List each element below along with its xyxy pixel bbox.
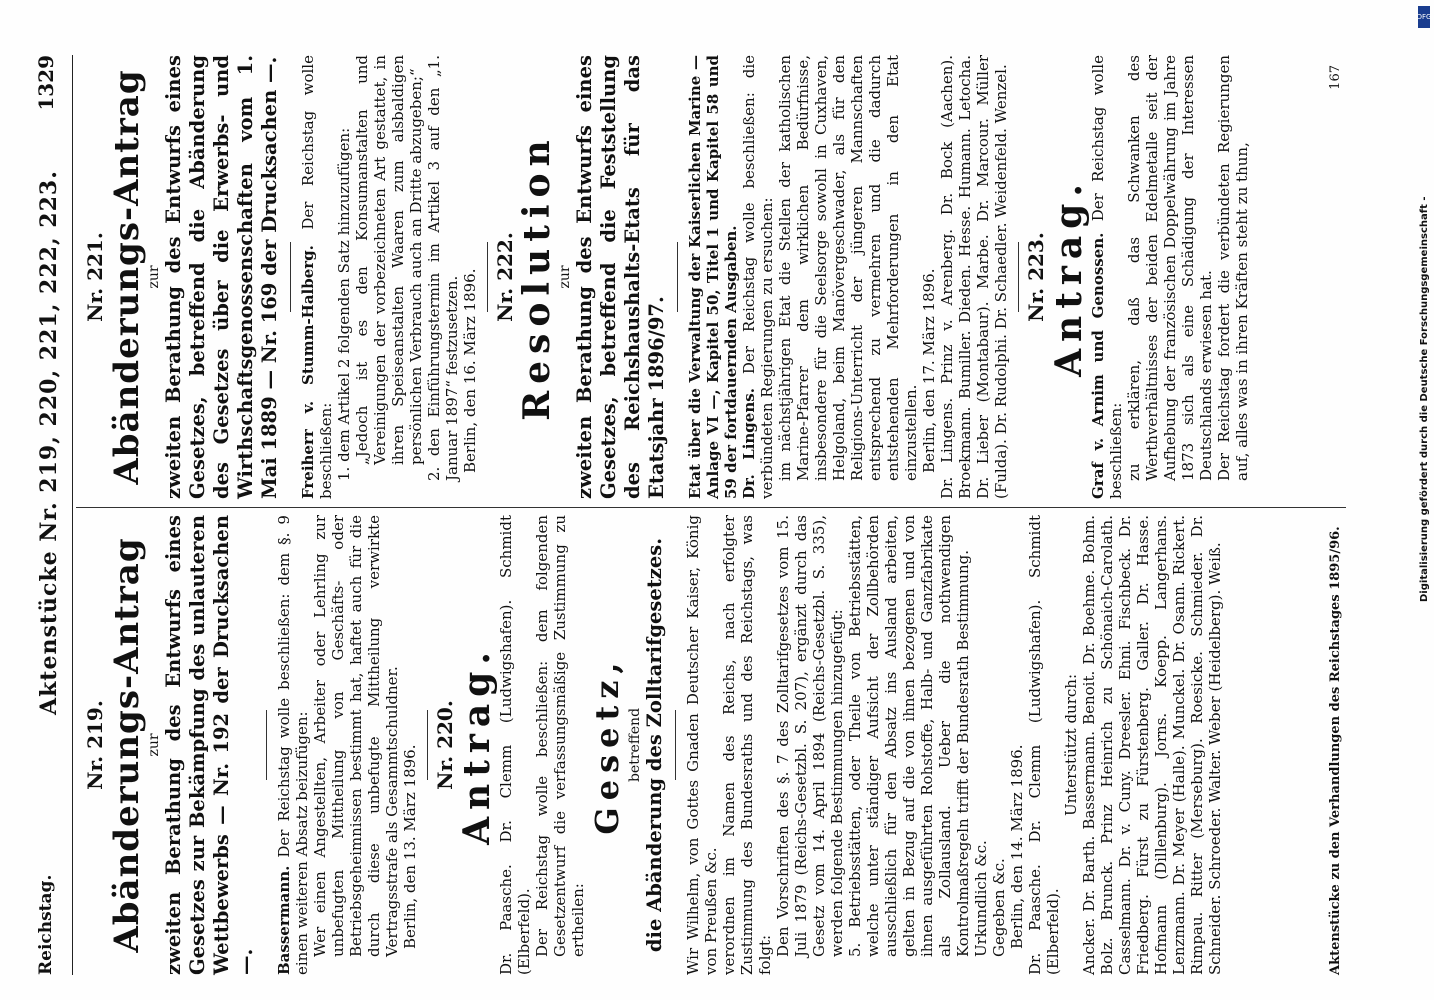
right-column: [80, 55, 1420, 499]
nr219-subject: zweiten Berathung des Entwurfs eines Gesetzes zur Bekämpfung des unlauteren Wettbewerbs — Nr. 192 der Drucksachen —.: [161, 515, 257, 975]
nr221-number: Nr. 221.: [83, 232, 107, 322]
separator: [675, 710, 676, 780]
nr221-mover: Freiherr v. Stumm-Halberg.: [298, 245, 317, 499]
nr223-text: zu erklären, daß das Schwanken des Werthverhältnisses der beiden Edelmetalle seit der Aufhebung der französischen Doppelwährung im Jahre 1873 sich als eine Schädigung der Interessen Deutschlands erwiesen hat.: [1124, 55, 1215, 481]
nr219-number: Nr. 219.: [83, 700, 107, 790]
nr220-movers: Dr. Paasche. Dr. Clemm (Ludwigshafen). Schmidt (Elberfeld).: [497, 515, 533, 975]
separator: [290, 242, 291, 312]
nr222-etat: Etat über die Verwaltung der Kaiserlichen Marine — Anlage VI —, Kapitel 50, Titel 1 und Kapitel 58 und 59 der fortdauernden Ausgaben.: [686, 55, 740, 499]
nr221-zur: zur: [145, 265, 162, 289]
nr219-date: Berlin, den 13. März 1896.: [400, 744, 419, 949]
nr223-intro-text: Der Reichstag wolle beschließen:: [1088, 55, 1125, 499]
nr222-zur: zur: [557, 265, 573, 289]
left-column: [80, 515, 1420, 975]
nr220-body1: Den Vorschriften des §. 7 des Zolltarifgesetzes vom 15. Juli 1879 (Reichs-Gesetzbl. S. 207), ergänzt durch das Gesetz vom 14. April 1894 (Reichs-Gesetzbl. S. 335), werden folgende Bestimmungen hinzugefügt:: [774, 515, 846, 957]
column-divider: [76, 507, 1346, 508]
dfg-logo: DFG: [1418, 6, 1430, 28]
nr220-close2: Gegeben &c.: [990, 858, 1008, 957]
nr222-number: Nr. 222.: [492, 232, 517, 322]
nr220-body2: 5. Betriebsstätten, oder Theile von Betriebsstätten, welche unter ständiger Aufsicht der Zollbehörden ausschließlich für den Absatz ins Ausland arbeiten, gelten in Bezug auf die von ihnen bezogenen und von ihnen ausgeführten Rohstoffe, Halb- und Ganzfabrikate als Zollausland. Ueber die nothwendigen Kontrolmaßregeln trifft der Bundesrath Bestimmung.: [846, 515, 972, 957]
nr219-intro-text: Der Reichstag wolle beschließen: dem §. 9 einen weiteren Absatz beizufügen:: [274, 515, 311, 975]
nr222-text: im nächstjährigen Etat die Stellen der katholischen Marine-Pfarrer dem wirklichen Bedürfnisse, insbesondere für die Seelsorge sowohl in Cuxhaven, Helgoland, beim Manövergeschwader, als für den Religions-Unterricht der jüngeren Mannschaften entsprechend zu vermehren und die dadurch entstehenden Mehrforderungen in den Etat einzustellen.: [776, 55, 920, 481]
nr220-title: Antrag.: [456, 645, 498, 845]
header-left: Reichstag.: [36, 874, 56, 975]
separator: [487, 242, 488, 312]
nr223-number: Nr. 223.: [1024, 232, 1048, 322]
page-number: 1329: [34, 55, 58, 111]
nr221-title: Abänderungs-Antrag: [106, 69, 147, 485]
header-center: Aktenstücke Nr. 219, 220, 221, 222, 223.: [36, 170, 62, 715]
nr220-gesetz: Gesetz,: [588, 655, 626, 835]
nr221-item2: 2. den Einführungstermin im Artikel 3 auf den „1. Januar 1897“ festzusetzen.: [424, 55, 461, 481]
nr223-text2: Der Reichstag fordert die verbündeten Regierungen auf, alles was in ihren Kräften steht zu thun,: [1214, 55, 1251, 481]
nr220-preamble2: verordnen im Namen des Reichs, nach erfolgter Zustimmung des Bundesraths und des Reichstags, was folgt:: [720, 515, 774, 975]
nr223-title: Antrag.: [1047, 177, 1090, 377]
nr223-intro: [1089, 55, 1125, 499]
footer-sheet-number: 167: [1328, 65, 1343, 90]
nr220-gesetz-subject: die Abänderung des Zolltarifgesetzes.: [643, 537, 666, 953]
nr220-preamble: Wir Wilhelm, von Gottes Gnaden Deutscher Kaiser, König von Preußen &c.: [684, 515, 720, 975]
nr221-intro: [299, 55, 335, 499]
nr220-date: Berlin, den 14. März 1896.: [1008, 744, 1026, 949]
separator: [266, 710, 267, 780]
separator: [677, 242, 678, 312]
nr220-number: Nr. 220.: [432, 700, 457, 790]
nr220-intro: Der Reichstag wolle beschließen: dem folgenden Gesetzentwurf die verfassungsmäßige Zustimmung zu ertheilen:: [533, 515, 587, 957]
nr222-title: Resolution: [516, 133, 558, 421]
nr219-zur: zur: [145, 733, 162, 757]
nr220-betreffend: betreffend: [627, 707, 643, 783]
digitization-text: Digitalisierung gefördert durch die Deutsche Forschungsgemeinschaft -: [1419, 196, 1430, 602]
footer-source: Aktenstücke zu den Verhandlungen des Reichstages 1895/96.: [1328, 526, 1343, 975]
page-header: [28, 55, 68, 975]
nr220-support: Ancker. Dr. Barth. Bassermann. Benoit. Dr. Boehme. Bohm. Bolz. Brunck. Prinz Heinrich zu Schönaich-Carolath. Casselmann. Dr. v. Cuny. Dreesler. Ehni. Fischbeck. Dr. Friedberg. Fürst zu Fürstenberg. Galler. Dr. Hasse. Hofmann (Dillenburg). Jorns. Koepp. Langerhans. Lenzmann. Dr. Meyer (Halle). Munckel. Dr. Osann. Rickert. Rimpau. Ritter (Merseburg). Roesicke. Schmieder. Dr. Schneider. Schroeder. Walter. Weber (Heidelberg). Weiß.: [1080, 515, 1224, 975]
nr223-mover: Graf v. Arnim und Genossen.: [1088, 232, 1107, 499]
nr221-intro-text: Der Reichstag wolle beschließen:: [298, 55, 335, 499]
separator: [427, 710, 428, 780]
nr221-subject: zweiten Berathung des Entwurfs eines Gesetzes, betreffend die Abänderung des Gesetzes über die Erwerbs- und Wirthschaftsgenossenschaften vom 1. Mai 1889 — Nr. 169 der Drucksachen —.: [161, 55, 281, 499]
nr219-title: Abänderungs-Antrag: [106, 537, 147, 953]
nr219-text: Wer einen Angestellten, Arbeiter oder Lehrling zur unbefugten Mittheilung von Geschäfts- oder Betriebsgeheimnissen bestimmt hat, haftet auch für die durch diese unbefugte Mittheilung verwirkte Vertragsstrafe als Gesammtschuldner.: [310, 515, 401, 957]
nr222-signers: Dr. Lingens. Prinz v. Arenberg. Dr. Bock (Aachen). Broekmann. Bumiller. Dieden. Hesse. Humann. Letocha. Dr. Lieber (Montabaur). Marbe. Dr. Marcour. Müller (Fulda). Dr. Rudolphi. Dr. Schaedler. Weidenfeld. Wenzel.: [938, 55, 1010, 499]
nr221-date: Berlin, den 16. März 1896.: [460, 268, 479, 473]
nr219-intro: [275, 515, 311, 975]
nr222-intro: [740, 55, 776, 499]
nr221-item1: 1. dem Artikel 2 folgenden Satz hinzuzufügen:: [334, 127, 353, 481]
nr220-support-head: Unterstützt durch:: [1062, 673, 1080, 817]
nr222-subject: zweiten Berathung des Entwurfs eines Gesetzes, betreffend die Feststellung des Reichshaushalts-Etats für das Etatsjahr 1896/97.: [573, 55, 668, 499]
rotated-page-content: [28, 55, 1368, 975]
separator: [1018, 242, 1019, 312]
header-rule: [72, 55, 73, 975]
nr221-item1-text: „Jedoch ist es den Konsumanstalten und Vereinigungen der vorbezeichneten Art gestattet, in ihren Speiseanstalten Waaren zum alsbaldigen persönlichen Verbrauch auch an Dritte abzugeben;“: [352, 55, 425, 465]
nr220-close1: Urkundlich &c.: [972, 840, 990, 957]
nr220-signers: Dr. Paasche. Dr. Clemm (Ludwigshafen). Schmidt (Elberfeld).: [1026, 515, 1062, 975]
digitization-note: [1418, 6, 1434, 606]
nr222-intro-text: Der Reichstag wolle beschließen: die verbündeten Regierungen zu ersuchen:: [740, 55, 776, 499]
nr222-date: Berlin, den 17. März 1896.: [920, 268, 938, 473]
nr222-mover: Dr. Lingens.: [740, 388, 758, 499]
nr219-mover: Bassermann.: [274, 865, 293, 975]
